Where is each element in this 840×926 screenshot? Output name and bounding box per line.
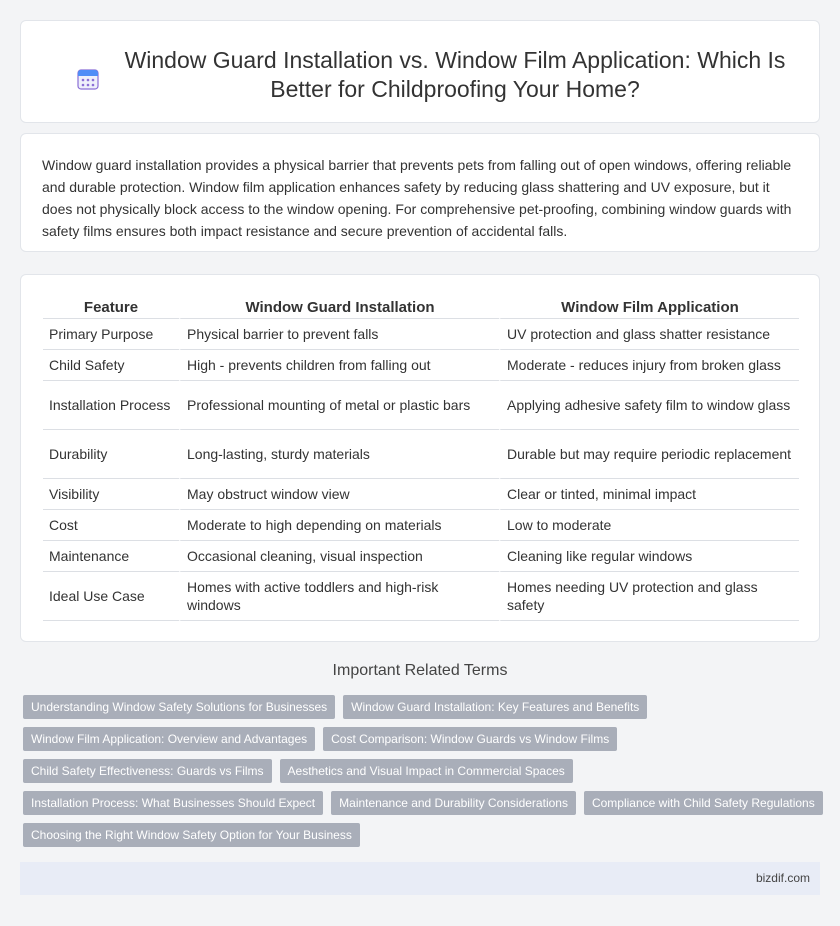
related-term-tag[interactable]: Window Film Application: Overview and Advantages <box>23 727 315 751</box>
comparison-card <box>20 274 820 642</box>
comparison-table <box>43 297 799 621</box>
table-cell: Durability <box>43 430 179 479</box>
header-window-film: Window Film Application <box>499 297 799 319</box>
table-header-row <box>43 297 799 319</box>
related-terms-list <box>23 695 823 855</box>
table-cell: Moderate to high depending on materials <box>179 510 499 541</box>
header-feature: Feature <box>43 297 179 319</box>
table-cell: Occasional cleaning, visual inspection <box>179 541 499 572</box>
table-cell: Durable but may require periodic replacement <box>499 430 799 479</box>
table-cell: May obstruct window view <box>179 479 499 510</box>
table-row <box>43 541 799 572</box>
table-cell: High - prevents children from falling out <box>179 350 499 381</box>
table-row <box>43 572 799 621</box>
table-cell: Primary Purpose <box>43 319 179 350</box>
related-term-tag[interactable]: Window Guard Installation: Key Features and Benefits <box>343 695 647 719</box>
footer <box>20 862 820 895</box>
table-row <box>43 381 799 430</box>
table-cell: Long-lasting, sturdy materials <box>179 430 499 479</box>
page-title: Window Guard Installation vs. Window Film Application: Which Is Better for Childproofing Your Home? <box>124 47 786 102</box>
table-cell: Child Safety <box>43 350 179 381</box>
table-cell: Low to moderate <box>499 510 799 541</box>
table-row <box>43 350 799 381</box>
related-term-tag[interactable]: Compliance with Child Safety Regulations <box>584 791 823 815</box>
table-row <box>43 510 799 541</box>
table-cell: Physical barrier to prevent falls <box>179 319 499 350</box>
table-cell: Visibility <box>43 479 179 510</box>
related-term-tag[interactable]: Cost Comparison: Window Guards vs Window Films <box>323 727 617 751</box>
intro-card <box>20 133 820 252</box>
table-row <box>43 319 799 350</box>
table-cell: Cleaning like regular windows <box>499 541 799 572</box>
table-cell: Clear or tinted, minimal impact <box>499 479 799 510</box>
table-row <box>43 479 799 510</box>
calendar-icon <box>76 67 100 91</box>
intro-paragraph: Window guard installation provides a physical barrier that prevents pets from falling out of open windows, offering reliable and durable protection. Window film application enhances safety by reducing glass shattering and UV exposure, but it does not physically block access to the window opening. For comprehensive pet-proofing, combining window guards with safety films ensures both impact resistance and secure prevention of accidental falls. <box>42 157 792 239</box>
header-window-guard: Window Guard Installation <box>179 297 499 319</box>
related-term-tag[interactable]: Choosing the Right Window Safety Option for Your Business <box>23 823 360 847</box>
table-cell: Cost <box>43 510 179 541</box>
related-terms-heading: Important Related Terms <box>332 662 508 679</box>
table-cell: Maintenance <box>43 541 179 572</box>
related-term-tag[interactable]: Maintenance and Durability Considerations <box>331 791 576 815</box>
related-term-tag[interactable]: Understanding Window Safety Solutions for Businesses <box>23 695 335 719</box>
title-card <box>20 20 820 123</box>
table-cell: Ideal Use Case <box>43 572 179 621</box>
related-term-tag[interactable]: Child Safety Effectiveness: Guards vs Films <box>23 759 272 783</box>
related-term-tag[interactable]: Aesthetics and Visual Impact in Commercial Spaces <box>280 759 573 783</box>
table-cell: UV protection and glass shatter resistance <box>499 319 799 350</box>
footer-site-name: bizdif.com <box>755 871 810 885</box>
related-term-tag[interactable]: Installation Process: What Businesses Should Expect <box>23 791 323 815</box>
table-cell: Applying adhesive safety film to window glass <box>499 381 799 430</box>
table-cell: Professional mounting of metal or plastic bars <box>179 381 499 430</box>
table-cell: Moderate - reduces injury from broken glass <box>499 350 799 381</box>
table-cell: Homes needing UV protection and glass safety <box>499 572 799 621</box>
table-cell: Installation Process <box>43 381 179 430</box>
table-cell: Homes with active toddlers and high-risk windows <box>179 572 499 621</box>
table-row <box>43 430 799 479</box>
